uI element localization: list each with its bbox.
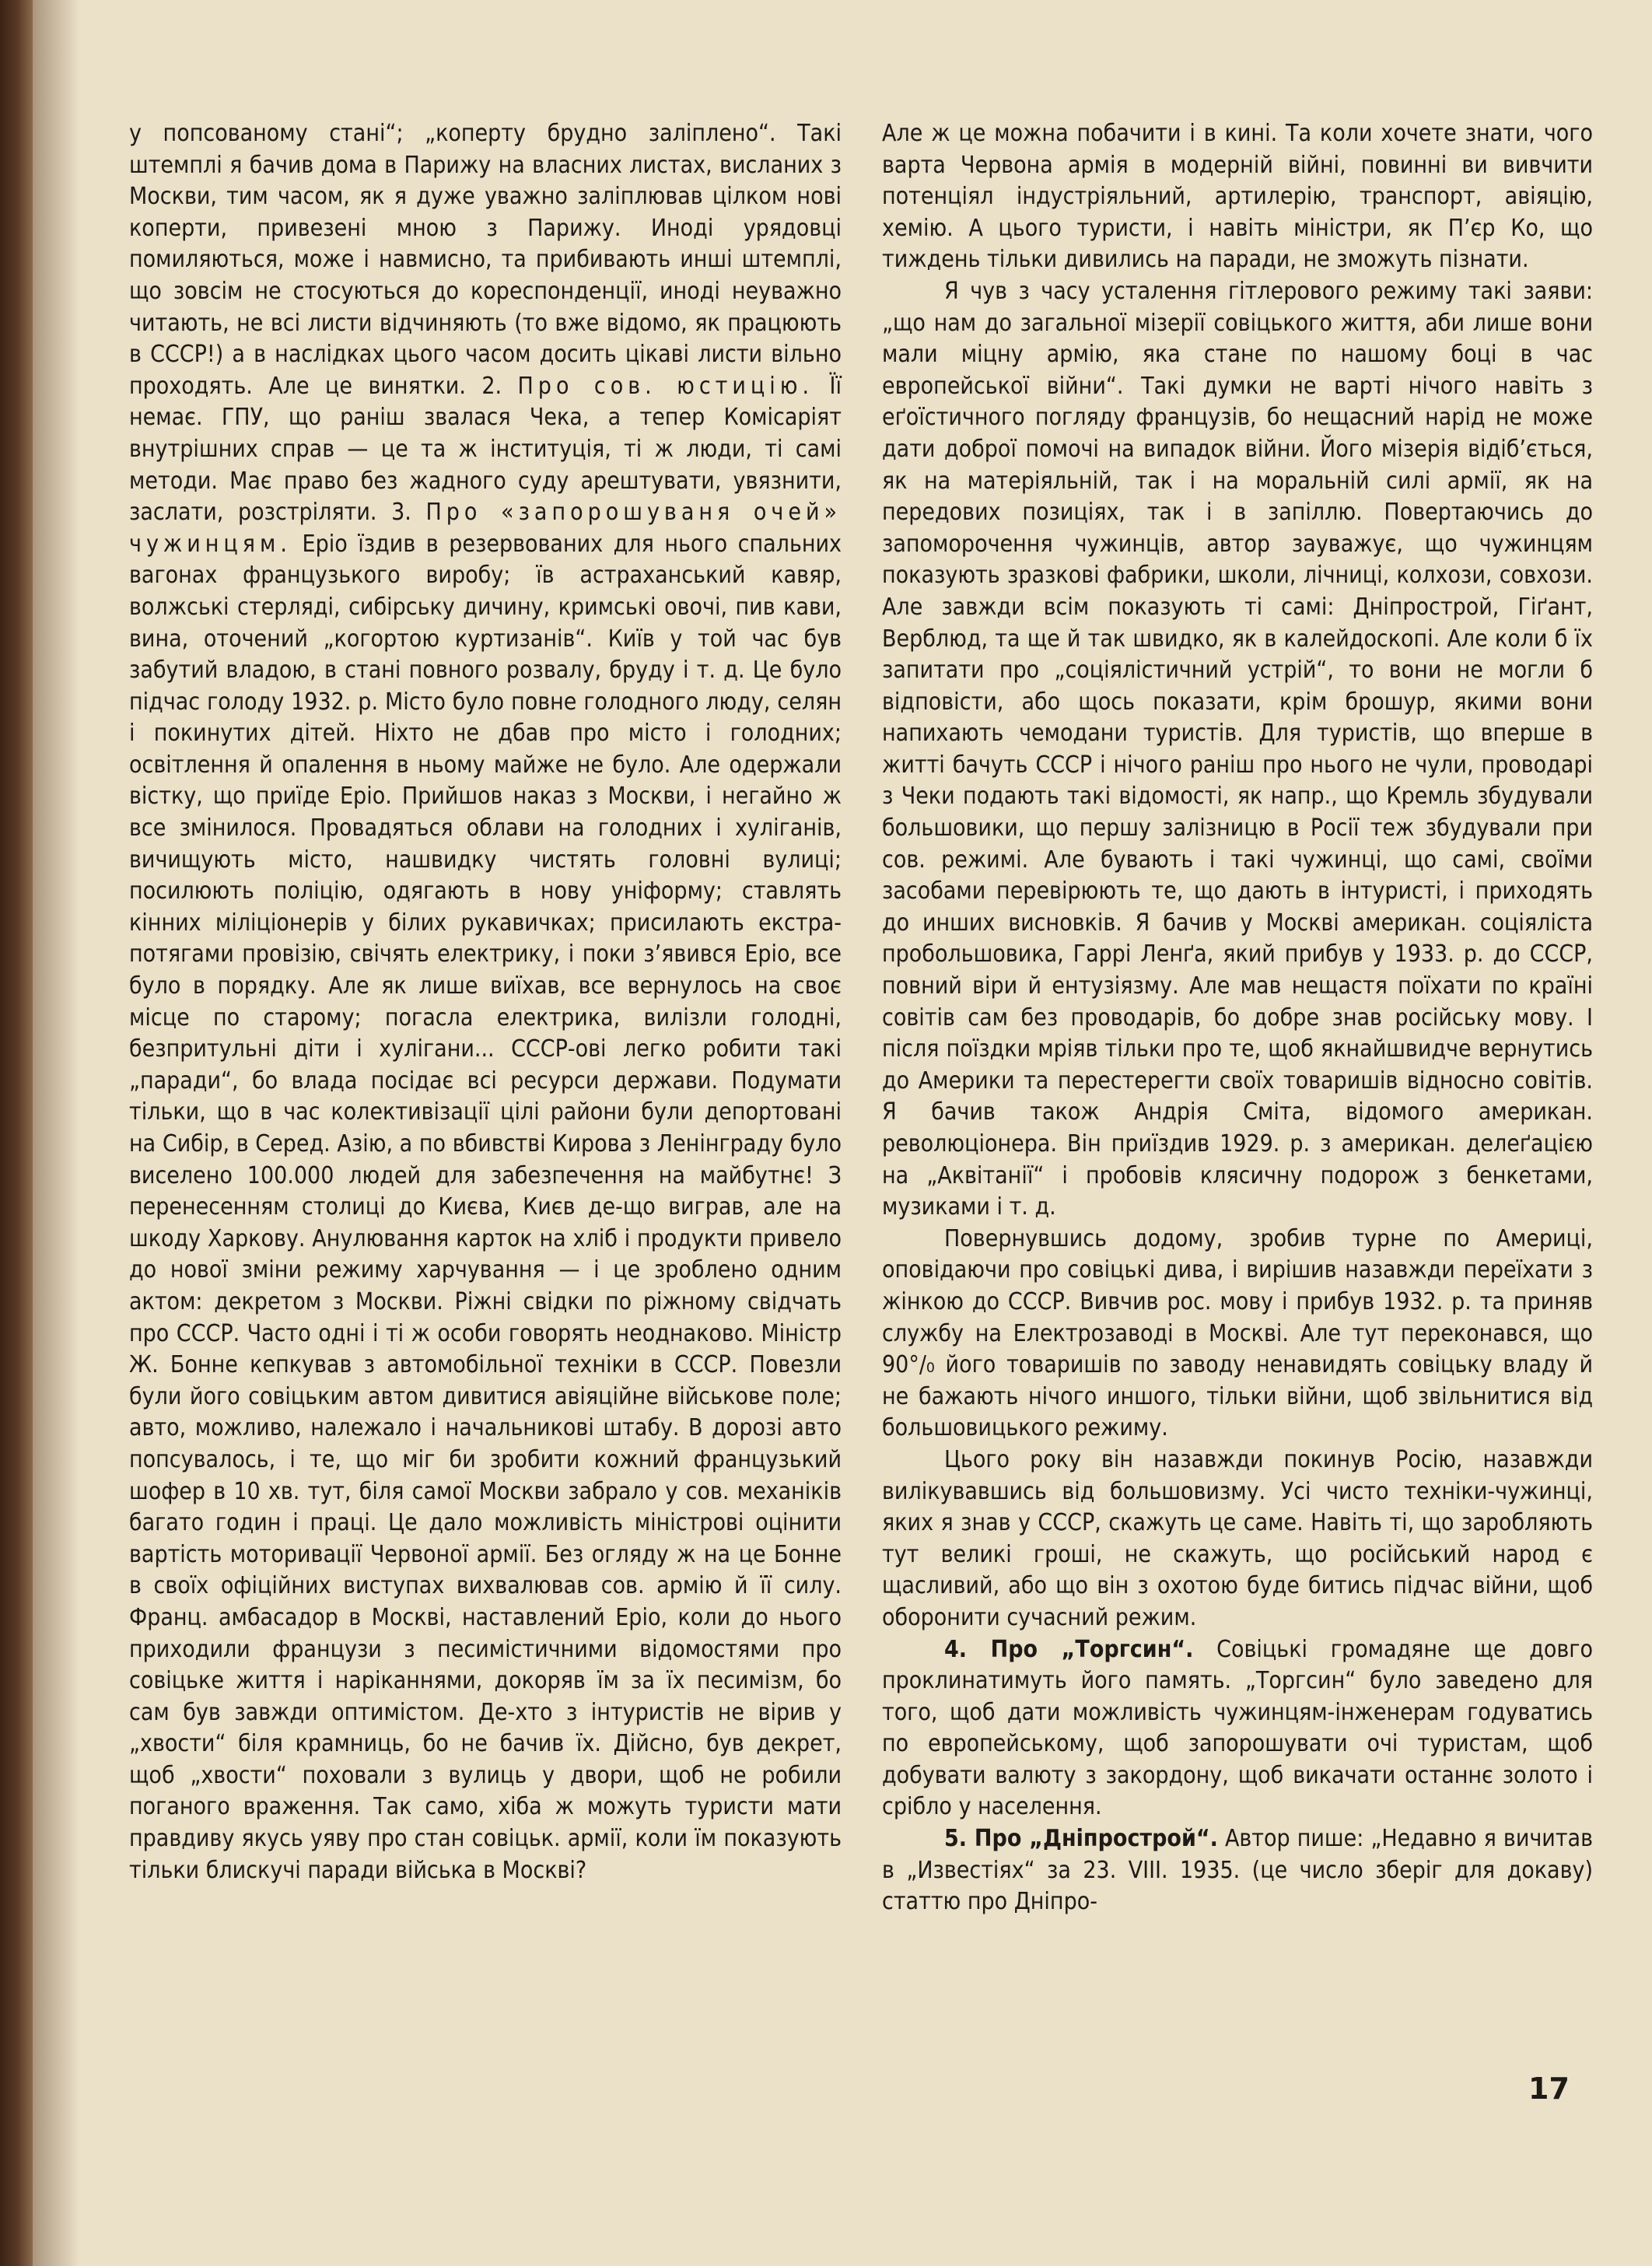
- right-paragraph-1: Але ж це можна побачити і в кині. Та коли хочете знати, чого варта Червона армія в модерній війні, повинні ви вивчити потенціял індустріяльний, артилерію, транспорт, авіяцію, хемію. А цього туристи, і навіть міністри, як П’єр Ко, що тиждень тільки дивились на паради, не зможуть пізнати.: [882, 120, 1593, 274]
- right-paragraph-6: [882, 1823, 1593, 1918]
- right-paragraph-2: Я чув з часу усталення гітлерового режиму такі заяви: „що нам до загальної мізерії совіцького життя, аби лише вони мали міцну армію, яка стане по нашому боці в час европейської війни“. Такі думки не варті нічого навіть з еґоїстичного погляду французів, бо нещасний нарід не може дати доброї помочі на випадок війни. Його мізерія відіб’ється, як на матеріяльній, так і на моральній силі армії, як на передових позиціях, так і в запіллю. Повертаючись до запоморочення чужинців, автор зауважує, що чужинцям показують зразкові фабрики, школи, лічниці, колхози, совхози. Але завжди всім показують ті самі: Дніпрострой, Гіґант, Верблюд, та ще й так швидко, як в калейдоскопі. Але коли б їх запитати про „соціялістичний устрій“, то вони не могли б відповісти, або щось показати, крім брошур, якими вони напихають чемодани туристів. Для туристів, що вперше в житті бачуть СССР і нічого раніш про нього не чули, проводарі з Чеки подають такі відомості, як напр., що Кремль збудували большовики, що першу залізницю в Росії теж збудували при сов. режимі. Але бувають і такі чужинці, що самі, своїми засобами перевірюють те, що дають в інтуристі, і приходять до инших висновків. Я бачив у Москві американ. соціяліста пробольшовика, Гаррі Ленґа, який прибув у 1933. р. до СССР, повний віри й ентузіязму. Але мав нещастя поїхати по країні совітів сам без проводарів, бо добре знав російську мову. І після поїздки мріяв тільки про те, щоб якнайшвидче вернутись до Америки та перестерегти своїх товаришів відносно совітів. Я бачив також Андрія Сміта, відомого американ. революціонера. Він приїздив 1929. р. з американ. делеґацією на „Аквітанії“ і пробовів клясичну подорож з бенкетами, музиками і т. д.: [882, 277, 1593, 1221]
- left-column: [129, 118, 842, 1886]
- section-heading-dniprostroi: 5. Про „Дніпрострой“.: [944, 1825, 1218, 1853]
- book-binding: [0, 0, 33, 2266]
- right-paragraph-5: [882, 1634, 1593, 1824]
- left-text-c: Її немає. ГПУ, що раніш звалася Чека, а тепер Комісаріят внутрішних справ — це та ж інституція, ті ж люди, ті самі методи. Має право без жадного суду арештувати, увязнити, заслати, розстріляти. 3.: [129, 372, 842, 527]
- left-paragraph: [129, 118, 842, 1886]
- section-heading-justice: Про сов. юстицію.: [517, 372, 814, 400]
- left-text-a: у попсованому стані“; „коперту брудно заліплено“. Такі штемплі я бачив дома в Парижу на власних листах, висланих з Москви, тим часом, як я дуже уважно заліплював цілком нові коперти, привезені мною з Парижу. Иноді урядовці помиляються, може і навмисно, та прибивають инші штемплі, що зовсім не стосуються до кореспонденції, иноді неуважно читають, не всі листи відчиняють (то вже відомо, як працюють в СССР!) а в наслідках цього часом досить цікаві листи вільно проходять. Але це винятки. 2.: [129, 120, 842, 400]
- dniprostroi-text: Автор пише: „Недавно я вичитав в „Известіях“ за 23. VIII. 1935. (це число зберіг для докаву) статтю про Дніпро-: [882, 1825, 1593, 1916]
- right-paragraph-4: Цього року він назавжди покинув Росію, назавжди вилікувавшись від большовизму. Усі чисто техніки-чужинці, яких я знав у СССР, скажуть це саме. Навіть ті, що заробляють тут великі гроші, не скажуть, що російський народ є щасливий, або що він з охотою буде битись підчас війни, щоб оборонити сучасний режим.: [882, 1445, 1593, 1631]
- section-heading-torgsin: 4. Про „Торгсин“.: [944, 1635, 1194, 1663]
- right-column: [882, 118, 1593, 1918]
- section-heading-dusting-eyes: Про «запорошуваня очей» чужинцям.: [129, 499, 842, 558]
- document-page: [33, 0, 1652, 2266]
- torgsin-text: Совіцькі громадяне ще довго проклинатимуть його память. „Торгсин“ було заведено для того, щоб дати можливість чужинцям-інженерам годуватись по европейському, щоб запорошувати очі туристам, щоб добувати валюту з закордону, щоб викачати останнє золото і срібло у населення.: [882, 1635, 1593, 1821]
- page-number: 17: [1528, 2072, 1570, 2106]
- left-text-e: Еріо їздив в резервованих для нього спальних вагонах французького виробу; їв астраханський кавяр, волжські стерляді, сибірську дичину, кримські овочі, пив кави, вина, оточений „когортою куртизанів“. Київ у той час був забутий владою, в стані повного розвалу, бруду і т. д. Це було підчас голоду 1932. р. Місто було повне голодного люду, селян і покинутих дітей. Ніхто не дбав про місто і голодних; освітлення й опалення в ньому майже не було. Але одержали вістку, що приїде Еріо. Прийшов наказ з Москви, і негайно ж все змінилося. Провадяться облави на голодних і хуліганів, вичищують місто, нашвидку чистять головні вулиці; посилюють поліцію, одягають в нову уніформу; ставлять кінних міліціонерів у білих рукавичках; присилають екстра-потягами провізію, свічять електрику, і поки з’явився Еріо, все було в порядку. Але як лише виїхав, все вернулось на своє місце по старому; погасла електрика, вилізли голодні, безпритульні діти і хулігани... СССР-ові легко робити такі „паради“, бо влада посідає всі ресурси держави. Подумати тільки, що в час колективізації цілі райони були депортовані на Сибір, в Серед. Азію, а по вбивстві Кирова з Ленінграду було виселено 100.000 людей для забезпечення на майбутнє! З перенесенням столиці до Києва, Києв де-що виграв, але на шкоду Харкову. Анулювання карток на хліб і продукти привело до нової зміни режиму харчування — і це зроблено одним актом: декретом з Москви. Ріжні свідки по ріжному свідчать про СССР. Часто одні і ті ж особи говорять неоднаково. Міністр Ж. Бонне кепкував з автомобільної техніки в СССР. Повезли були його совіцьким автом дивитися авіяційне військове поле; авто, можливо, належало і начальникові штабу. В дорозі авто попсувалось, і те, що міг би зробити кожний французький шофер в 10 хв. тут, біля самої Москви забрало у сов. механіків багато годин і праці. Це дало можливість міністрові оцінити вартість моторивації Червоної армії. Без огляду ж на це Бонне в своїх офіційних виступах вихвалював сов. армію й її силу. Франц. амбасадор в Москві, наставлений Еріо, коли до нього приходили французи з песимістичними відомостями про совіцьке життя і наріканнями, докоряв їм за їх песимізм, бо сам був завжди оптимістом. Де-хто з інтуристів не вірив у „хвости“ біля крамниць, бо не бачив їх. Дійсно, був декрет, щоб „хвости“ поховали з вулиць у двори, щоб не робили поганого враження. Так само, хіба ж можуть туристи мати правдиву якусь уяву про стан совіцьк. армії, коли їм показують тільки блискучі паради війська в Москві?: [129, 530, 842, 1884]
- right-paragraph-3: Повернувшись додому, зробив турне по Америці, оповідаючи про совіцькі дива, і вирішив назавжди переїхати з жінкою до СССР. Вивчив рос. мову і прибув 1932. р. та приняв службу на Електрозаводі в Москві. Але тут переконався, що 90°/₀ його товаришів по заводу ненавидять совіцьку владу й не бажають нічого иншого, тільки війни, щоб звільнитися від большовицького режиму.: [882, 1224, 1593, 1442]
